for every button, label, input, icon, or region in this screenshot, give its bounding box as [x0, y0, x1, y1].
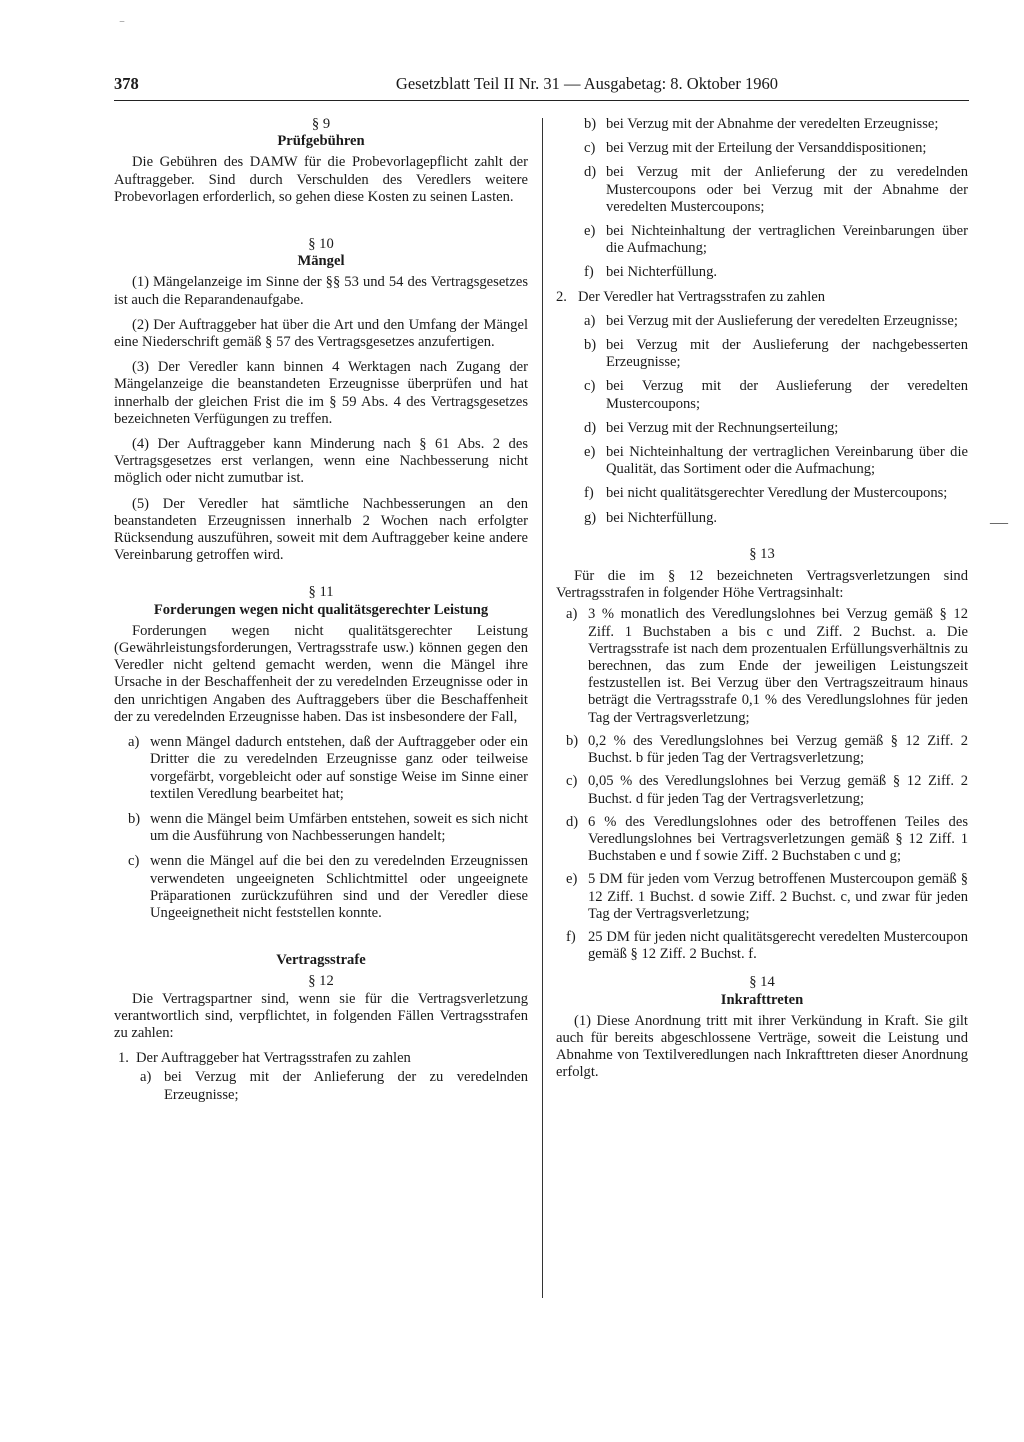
item-label: f)	[566, 928, 576, 945]
item-label: b)	[584, 337, 597, 354]
section-11-title: Forderungen wegen nicht qualitätsgerechter Leistung	[153, 601, 489, 618]
section-12-item-1	[114, 1050, 528, 1067]
section-13-item-e	[556, 871, 968, 923]
section-12-item-2c	[556, 378, 968, 412]
section-12-item-2e	[556, 444, 968, 478]
item-label: b)	[128, 810, 141, 827]
item-label: a)	[584, 312, 596, 329]
section-14-paragraph: (1) Diese Anordnung tritt mit ihrer Verkündung in Kraft. Sie gilt auch für bereits abgeschlossene Verträge, soweit die Leistung und Abnahme von Textilveredlungen nach Inkrafttreten dieser Anordnung erfolgt.	[556, 1012, 968, 1081]
item-text: wenn Mängel dadurch entstehen, daß der Auftraggeber oder ein Dritter die zu veredelnden Erzeugnisse ganz oder teilweise vorgefärbt, vorgebleicht oder auf sonstige Weise im Sinne einer textilen Veredlung bearbeitet hat;	[150, 734, 528, 802]
section-12-item-2d	[556, 420, 968, 437]
item-text: bei Nichteinhaltung der vertraglichen Vereinbarungen über die Aufmachung;	[606, 223, 968, 257]
item-label: a)	[128, 734, 140, 751]
section-13-item-f	[556, 929, 968, 963]
item-text: 0,2 % des Veredlungslohnes bei Verzug gemäß § 12 Ziff. 2 Buchst. b für jeden Tag der Vertragsverletzung;	[588, 732, 968, 767]
item-text: bei Verzug mit der Erteilung der Versanddispositionen;	[606, 140, 927, 157]
section-12-item-1f	[556, 264, 968, 281]
item-text: bei Verzug mit der Anlieferung der zu veredelnden Erzeugnisse;	[164, 1069, 528, 1103]
item-label: f)	[584, 264, 594, 281]
section-13-paragraph: Für die im § 12 bezeichneten Vertragsverletzungen sind Vertragsstrafen in folgender Höhe Vertragsinhalt:	[556, 568, 968, 602]
item-label: a)	[566, 606, 578, 623]
section-12-item-2f	[556, 485, 968, 502]
section-12-item-2b	[556, 337, 968, 371]
section-12-item-2	[556, 289, 968, 306]
item-text: bei Verzug mit der Auslieferung der veredelten Mustercoupons;	[606, 378, 968, 412]
page-header	[114, 74, 778, 100]
item-label: c)	[128, 853, 140, 870]
right-column	[556, 116, 968, 1090]
section-12-number: § 12	[308, 973, 334, 990]
item-text: bei Verzug mit der Auslieferung der nachgebesserten Erzeugnisse;	[606, 337, 968, 371]
column-divider	[542, 118, 543, 1298]
item-label: 1.	[118, 1050, 129, 1067]
item-text: bei Verzug mit der Anlieferung der zu veredelnden Mustercoupons oder bei Verzug mit der Abnahme der veredelten Mustercoupons;	[606, 164, 968, 215]
section-13-item-d	[556, 814, 968, 866]
item-label: f)	[584, 485, 594, 502]
item-text: 25 DM für jeden nicht qualitätsgerecht veredelten Mustercoupon gemäß § 12 Ziff. 2 Buchst. f.	[588, 928, 968, 963]
item-label: 2.	[556, 288, 567, 305]
item-text: bei nicht qualitätsgerechter Veredlung der Mustercoupons;	[606, 485, 948, 502]
section-9-title: Prüfgebühren	[277, 133, 365, 150]
section-11-item-b	[114, 811, 528, 845]
item-label: g)	[584, 509, 597, 526]
item-label: e)	[584, 444, 596, 461]
section-12-item-1e	[556, 223, 968, 257]
item-label: d)	[584, 419, 597, 436]
item-label: a)	[140, 1069, 152, 1086]
section-12-item-1c	[556, 140, 968, 157]
item-text: Der Veredler hat Vertragsstrafen zu zahlen	[578, 288, 826, 305]
section-14-number: § 14	[749, 974, 775, 991]
section-13-item-a	[556, 606, 968, 726]
section-12-item-1a	[114, 1069, 528, 1103]
section-10-number: § 10	[308, 236, 334, 253]
left-column	[114, 116, 528, 1112]
section-12-item-1b	[556, 116, 968, 133]
section-10-paragraph-3: (3) Der Veredler kann binnen 4 Werktagen nach Zugang der Mängelanzeige die beanstandeten Erzeugnisse überprüfen und hat innerhalb der gleichen Frist die im § 59 Abs. 4 des Vertragsgesetzes bezeichneten Verfügungen zu treffen.	[114, 359, 528, 427]
item-label: c)	[584, 140, 596, 157]
section-12-paragraph: Die Vertragspartner sind, wenn sie für die Vertragsverletzung verantwortlich sind, verpflichtet, in folgenden Fällen Vertragsstrafen zu zahlen:	[114, 990, 528, 1041]
section-12-item-2g	[556, 510, 968, 527]
item-text: Der Auftraggeber hat Vertragsstrafen zu zahlen	[136, 1050, 411, 1067]
item-text: bei Nichteinhaltung der vertraglichen Vereinbarung über die Qualität, das Sortiment oder die Aufmachung;	[606, 444, 968, 478]
item-text: 6 % des Veredlungslohnes oder des betroffenen Teiles des Veredlungslohnes bei Vertragsverletzungen gemäß § 12 Ziff. 1 Buchstaben e und f sowie Ziff. 2 Buchstaben c und g;	[588, 813, 968, 865]
section-11-paragraph: Forderungen wegen nicht qualitätsgerechter Leistung (Gewährleistungsforderungen, Vertragsstrafe usw.) können gegen den Veredler nicht geltend gemacht werden, wenn die Mängel ihre Ursache in der Beschaffenheit der zu veredelnden Erzeugnisse oder in den unrichtigen Angaben des Auftraggebers über die Beschaffenheit der zu veredelnden Erzeugnisse haben. Das ist insbesondere der Fall,	[114, 622, 528, 725]
item-text: wenn die Mängel auf die bei den zu veredelnden Erzeugnissen verwendeten ungeeigneten Schlichtmittel oder ungeeignete Präparationen zurückzuführen sind und der Veredler diese Ungeeignetheit nicht feststellen konnte.	[150, 853, 528, 921]
section-11-item-a	[114, 734, 528, 803]
section-11-number: § 11	[308, 584, 334, 601]
section-10-paragraph-1: (1) Mängelanzeige im Sinne der §§ 53 und 54 des Vertragsgesetzes ist auch die Reparandenaufgabe.	[114, 274, 528, 308]
item-label: c)	[566, 773, 578, 790]
item-text: 3 % monatlich des Veredlungslohnes bei Verzug gemäß § 12 Ziff. 1 Buchstaben a bis c und Ziff. 2 Buchst. a. Die Vertragsstrafe ist nach dem prozentualen Erfüllungsverhältnis zu berechnen, das zum Ende der jeweiligen Leistungszeit festzustellen ist. Bei Verzug über den Vertragszeitraum hinaus beträgt die Vertragsstrafe 0,1 % des Veredlungslohnes für jeden Tag der Vertragsverletzung;	[588, 606, 968, 726]
item-label: c)	[584, 378, 596, 395]
item-text: 5 DM für jeden vom Verzug betroffenen Mustercoupon gemäß § 12 Ziff. 1 Buchst. d sowie Ziff. 2 Buchst. c, und zwar für jeden Tag der Vertragsverletzung;	[588, 871, 968, 922]
section-11-item-c	[114, 853, 528, 922]
item-label: d)	[584, 164, 597, 181]
item-label: d)	[566, 813, 579, 830]
section-10-paragraph-4: (4) Der Auftraggeber kann Minderung nach § 61 Abs. 2 des Vertragsgesetzes erst verlangen, wenn eine Nachbesserung nicht möglich oder nicht zumutbar ist.	[114, 436, 528, 487]
scan-speck: —	[990, 512, 1008, 532]
item-text: wenn die Mängel beim Umfärben entstehen, soweit es sich nicht um die Ausführung von Nachbesserungen handelt;	[150, 810, 528, 845]
section-10-title: Mängel	[297, 253, 345, 270]
item-label: b)	[566, 732, 579, 749]
section-12-item-2a	[556, 313, 968, 330]
item-label: e)	[584, 223, 596, 240]
item-text: bei Verzug mit der Auslieferung der veredelten Erzeugnisse;	[606, 312, 958, 329]
section-12-item-1d	[556, 164, 968, 216]
item-text: bei Verzug mit der Abnahme der veredelten Erzeugnisse;	[606, 116, 939, 132]
section-9-number: § 9	[311, 116, 331, 132]
item-label: e)	[566, 871, 578, 888]
item-text: bei Nichterfüllung.	[606, 509, 718, 526]
item-text: bei Verzug mit der Rechnungserteilung;	[606, 419, 839, 436]
section-10-paragraph-2: (2) Der Auftraggeber hat über die Art und den Umfang der Mängel eine Niederschrift gemäß § 57 des Vertragsgesetzes anzufertigen.	[114, 316, 528, 351]
section-13-item-b	[556, 733, 968, 767]
scan-speck: ‾	[120, 20, 124, 34]
item-label: b)	[584, 116, 597, 132]
header-rule	[114, 100, 969, 101]
section-10-paragraph-5: (5) Der Veredler hat sämtliche Nachbesserungen an den beanstandeten Erzeugnissen innerhalb 2 Wochen nach erfolgter Rücksendung auszuführen, soweit mit dem Auftraggeber keine andere Vereinbarung getroffen wird.	[114, 495, 528, 564]
item-text: 0,05 % des Veredlungslohnes bei Verzug gemäß § 12 Ziff. 2 Buchst. d für jeden Tag der Vertragsverletzung;	[588, 773, 968, 807]
section-12-heading: Vertragsstrafe	[276, 952, 366, 969]
page-number: 378	[114, 74, 139, 93]
section-13-number: § 13	[749, 545, 775, 562]
section-14-title: Inkrafttreten	[720, 991, 804, 1008]
section-9-paragraph: Die Gebühren des DAMW für die Probevorlagepflicht zahlt der Auftraggeber. Sind durch Verschulden des Veredlers weitere Probevorlagen erforderlich, so gehen diese Kosten zu seinen Lasten.	[114, 154, 528, 205]
item-text: bei Nichterfüllung.	[606, 264, 718, 281]
gazette-title: Gesetzblatt Teil II Nr. 31 — Ausgabetag: 8. Oktober 1960	[395, 74, 778, 93]
section-13-item-c	[556, 773, 968, 807]
